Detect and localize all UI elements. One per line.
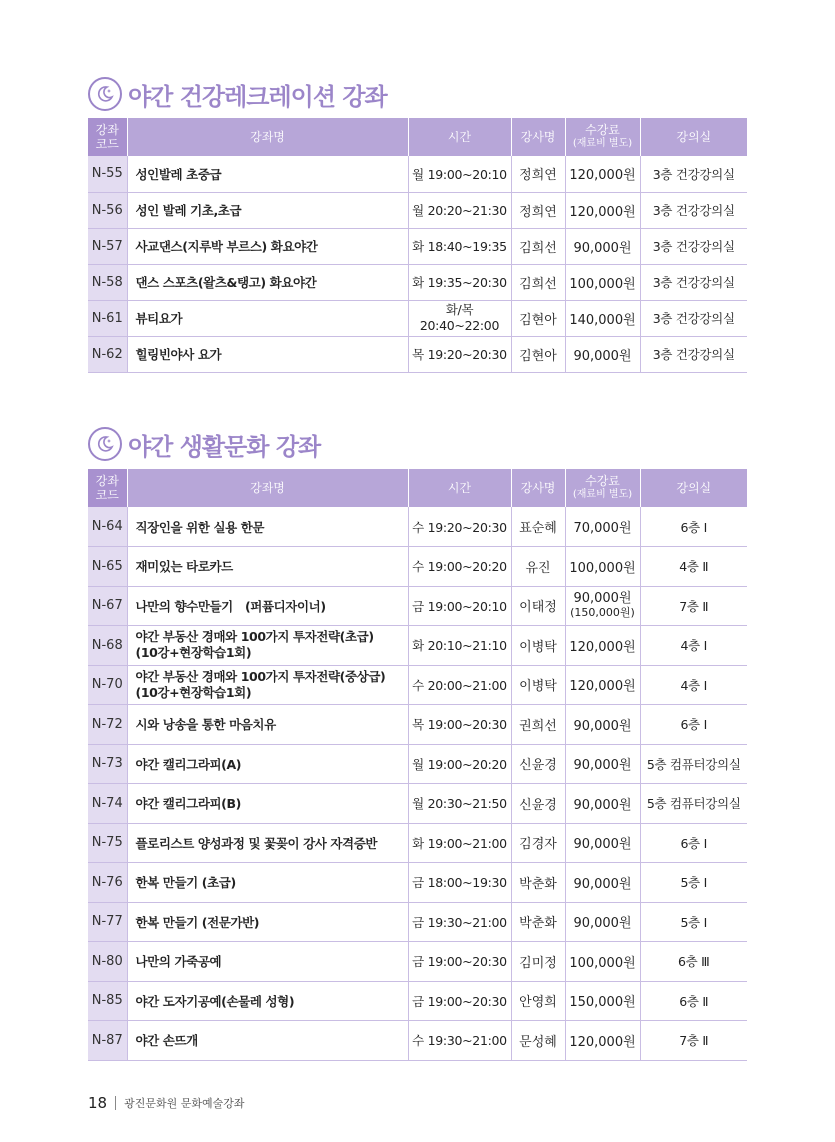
course-time: 금 19:00~20:30	[408, 942, 511, 982]
course-name: 나만의 가죽공예	[127, 942, 408, 982]
course-name: 성인발레 초중급	[127, 156, 408, 192]
course-name: 야간 손뜨개	[127, 1021, 408, 1061]
header-fee: 수강료 (재료비 별도)	[565, 469, 640, 507]
course-name: 시와 낭송을 통한 마음치유	[127, 705, 408, 745]
table-row	[88, 264, 747, 300]
moon-icon	[88, 427, 122, 461]
course-room: 6층 Ⅰ	[640, 823, 747, 863]
course-time: 목 19:00~20:30	[408, 705, 511, 745]
section-title-text: 야간 건강레크레이션 강좌	[128, 82, 387, 111]
table-row	[88, 626, 747, 666]
course-fee: 90,000원 (150,000원)	[565, 586, 640, 626]
course-time: 수 19:00~20:20	[408, 547, 511, 587]
table-row	[88, 823, 747, 863]
table-row	[88, 665, 747, 705]
course-time: 수 19:20~20:30	[408, 507, 511, 547]
course-code: N-62	[88, 336, 127, 372]
table-row	[88, 192, 747, 228]
course-code: N-72	[88, 705, 127, 745]
course-name: 한복 만들기 (초급)	[127, 863, 408, 903]
course-room: 3층 건강강의실	[640, 336, 747, 372]
course-code: N-55	[88, 156, 127, 192]
course-code: N-76	[88, 863, 127, 903]
course-time: 화 19:00~21:00	[408, 823, 511, 863]
course-fee: 90,000원	[565, 863, 640, 903]
section-title-culture	[88, 424, 320, 464]
course-code: N-65	[88, 547, 127, 587]
section-title-health	[88, 74, 387, 114]
header-time: 시간	[408, 118, 511, 156]
course-instructor: 박춘화	[511, 863, 565, 903]
course-room: 6층 Ⅲ	[640, 942, 747, 982]
course-room: 5층 컴퓨터강의실	[640, 784, 747, 824]
course-instructor: 김희선	[511, 264, 565, 300]
course-instructor: 이병탁	[511, 626, 565, 666]
course-instructor: 김현아	[511, 336, 565, 372]
course-time: 화 19:35~20:30	[408, 264, 511, 300]
course-fee: 90,000원	[565, 744, 640, 784]
course-instructor: 표순혜	[511, 507, 565, 547]
course-room: 4층 Ⅰ	[640, 665, 747, 705]
moon-icon	[88, 77, 122, 111]
course-code: N-64	[88, 507, 127, 547]
course-room: 3층 건강강의실	[640, 156, 747, 192]
course-instructor: 신윤경	[511, 744, 565, 784]
course-fee: 90,000원	[565, 705, 640, 745]
course-name: 야간 도자기공예(손물레 성형)	[127, 981, 408, 1021]
course-time: 월 20:20~21:30	[408, 192, 511, 228]
course-fee: 140,000원	[565, 300, 640, 336]
table-row	[88, 156, 747, 192]
course-name: 직장인을 위한 실용 한문	[127, 507, 408, 547]
course-name: 플로리스트 양성과정 및 꽃꽂이 강사 자격증반	[127, 823, 408, 863]
header-name: 강좌명	[127, 118, 408, 156]
header-time: 시간	[408, 469, 511, 507]
course-time: 화 20:10~21:10	[408, 626, 511, 666]
course-code: N-61	[88, 300, 127, 336]
page-number: 18	[88, 1094, 108, 1112]
header-fee: 수강료 (재료비 별도)	[565, 118, 640, 156]
course-time: 화/목 20:40~22:00	[408, 300, 511, 336]
page-footer	[88, 1094, 244, 1112]
footer-divider	[115, 1096, 116, 1110]
course-name: 성인 발레 기초,초급	[127, 192, 408, 228]
table-row	[88, 942, 747, 982]
course-name: 야간 캘리그라피(A)	[127, 744, 408, 784]
course-time: 금 19:00~20:30	[408, 981, 511, 1021]
course-name: 야간 캘리그라피(B)	[127, 784, 408, 824]
course-instructor: 김미정	[511, 942, 565, 982]
course-code: N-80	[88, 942, 127, 982]
course-room: 3층 건강강의실	[640, 264, 747, 300]
table-row	[88, 863, 747, 903]
table-header-row	[88, 469, 747, 507]
course-instructor: 김경자	[511, 823, 565, 863]
course-fee: 70,000원	[565, 507, 640, 547]
course-room: 5층 컴퓨터강의실	[640, 744, 747, 784]
table-row	[88, 744, 747, 784]
course-fee: 120,000원	[565, 665, 640, 705]
course-code: N-57	[88, 228, 127, 264]
course-room: 4층 Ⅰ	[640, 626, 747, 666]
table-row	[88, 586, 747, 626]
table-row	[88, 547, 747, 587]
course-fee: 120,000원	[565, 1021, 640, 1061]
course-name: 야간 부동산 경매와 100가지 투자전략(중상급) (10강+현장학습1회)	[127, 665, 408, 705]
course-time: 목 19:20~20:30	[408, 336, 511, 372]
course-time: 금 18:00~19:30	[408, 863, 511, 903]
course-code: N-67	[88, 586, 127, 626]
course-time: 수 20:00~21:00	[408, 665, 511, 705]
course-fee: 90,000원	[565, 228, 640, 264]
header-name: 강좌명	[127, 469, 408, 507]
course-table-culture	[88, 469, 747, 1061]
course-code: N-75	[88, 823, 127, 863]
course-code: N-85	[88, 981, 127, 1021]
course-room: 3층 건강강의실	[640, 192, 747, 228]
course-fee: 100,000원	[565, 547, 640, 587]
course-room: 5층 Ⅰ	[640, 902, 747, 942]
table-header-row	[88, 118, 747, 156]
footer-text: 광진문화원 문화예술강좌	[124, 1097, 245, 1110]
course-fee: 90,000원	[565, 336, 640, 372]
header-instructor: 강사명	[511, 469, 565, 507]
table-row	[88, 981, 747, 1021]
course-room: 6층 Ⅱ	[640, 981, 747, 1021]
course-name: 나만의 향수만들기 (퍼퓸디자이너)	[127, 586, 408, 626]
course-instructor: 권희선	[511, 705, 565, 745]
course-table-health	[88, 118, 747, 373]
course-instructor: 이병탁	[511, 665, 565, 705]
course-fee: 100,000원	[565, 264, 640, 300]
table-row	[88, 705, 747, 745]
course-time: 수 19:30~21:00	[408, 1021, 511, 1061]
table-row	[88, 1021, 747, 1061]
course-fee: 90,000원	[565, 784, 640, 824]
course-fee: 150,000원	[565, 981, 640, 1021]
course-fee: 120,000원	[565, 626, 640, 666]
course-time: 월 19:00~20:20	[408, 744, 511, 784]
course-instructor: 정희연	[511, 156, 565, 192]
course-code: N-56	[88, 192, 127, 228]
section-title-text: 야간 생활문화 강좌	[128, 432, 321, 461]
course-time: 금 19:30~21:00	[408, 902, 511, 942]
course-code: N-77	[88, 902, 127, 942]
course-room: 3층 건강강의실	[640, 300, 747, 336]
course-instructor: 문성혜	[511, 1021, 565, 1061]
course-name: 댄스 스포츠(왈츠&탱고) 화요야간	[127, 264, 408, 300]
course-room: 3층 건강강의실	[640, 228, 747, 264]
course-instructor: 김희선	[511, 228, 565, 264]
course-room: 7층 Ⅱ	[640, 1021, 747, 1061]
course-code: N-73	[88, 744, 127, 784]
course-fee: 90,000원	[565, 902, 640, 942]
course-name: 한복 만들기 (전문가반)	[127, 902, 408, 942]
header-room: 강의실	[640, 469, 747, 507]
course-code: N-87	[88, 1021, 127, 1061]
course-code: N-74	[88, 784, 127, 824]
course-name: 힐링빈야사 요가	[127, 336, 408, 372]
course-room: 6층 Ⅰ	[640, 705, 747, 745]
course-instructor: 박춘화	[511, 902, 565, 942]
course-instructor: 이태정	[511, 586, 565, 626]
course-room: 7층 Ⅱ	[640, 586, 747, 626]
course-room: 5층 Ⅰ	[640, 863, 747, 903]
header-instructor: 강사명	[511, 118, 565, 156]
course-instructor: 정희연	[511, 192, 565, 228]
course-time: 금 19:00~20:10	[408, 586, 511, 626]
course-name: 재미있는 타로카드	[127, 547, 408, 587]
course-instructor: 안영희	[511, 981, 565, 1021]
course-name: 뷰티요가	[127, 300, 408, 336]
course-time: 화 18:40~19:35	[408, 228, 511, 264]
table-row	[88, 507, 747, 547]
header-room: 강의실	[640, 118, 747, 156]
course-fee: 120,000원	[565, 156, 640, 192]
course-instructor: 유진	[511, 547, 565, 587]
header-code: 강좌 코드	[88, 469, 127, 507]
course-name: 사교댄스(지루박 부르스) 화요야간	[127, 228, 408, 264]
course-fee: 90,000원	[565, 823, 640, 863]
table-row	[88, 902, 747, 942]
table-row	[88, 784, 747, 824]
course-room: 4층 Ⅱ	[640, 547, 747, 587]
course-room: 6층 Ⅰ	[640, 507, 747, 547]
course-time: 월 20:30~21:50	[408, 784, 511, 824]
table-row	[88, 336, 747, 372]
course-instructor: 김현아	[511, 300, 565, 336]
table-row	[88, 300, 747, 336]
course-instructor: 신윤경	[511, 784, 565, 824]
course-name: 야간 부동산 경매와 100가지 투자전략(초급) (10강+현장학습1회)	[127, 626, 408, 666]
course-fee: 120,000원	[565, 192, 640, 228]
course-code: N-70	[88, 665, 127, 705]
course-fee: 100,000원	[565, 942, 640, 982]
course-code: N-58	[88, 264, 127, 300]
table-row	[88, 228, 747, 264]
course-code: N-68	[88, 626, 127, 666]
course-time: 월 19:00~20:10	[408, 156, 511, 192]
header-code: 강좌 코드	[88, 118, 127, 156]
